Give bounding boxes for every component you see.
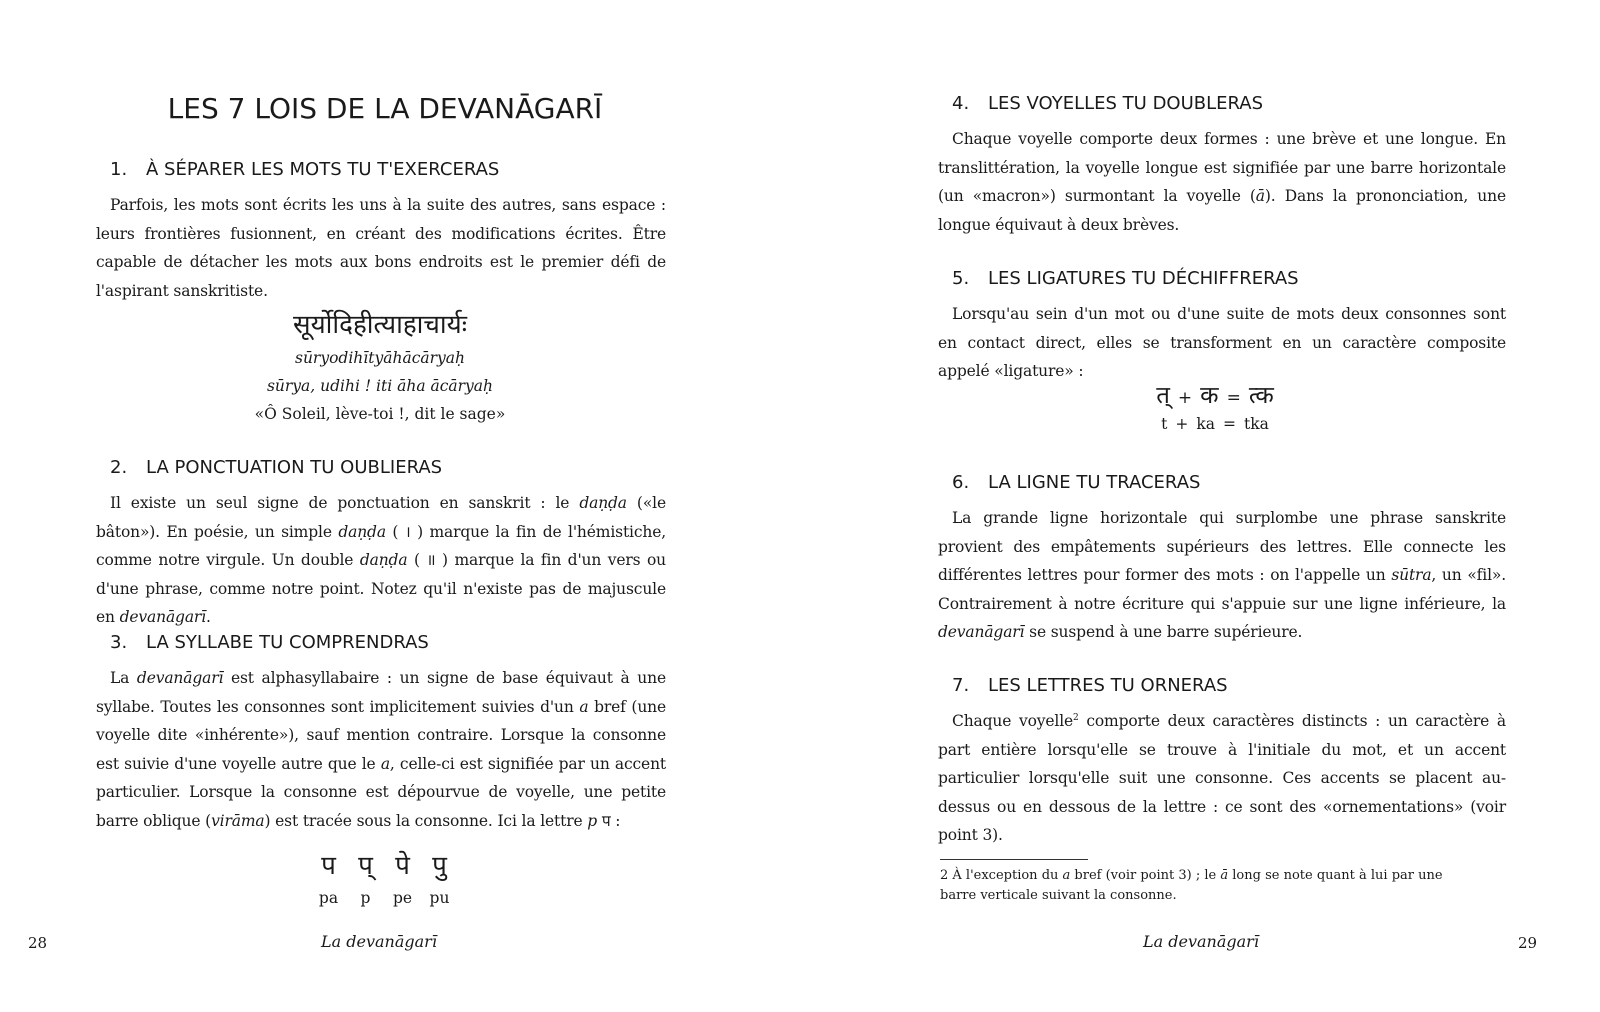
italic-term: a xyxy=(579,697,589,716)
text-run: La grande ligne horizontale qui surplombe une phrase sanskrite provient des empâtements supérieurs des lettres. Elle connecte les différentes lettres pour former des mots : on l'appelle un xyxy=(938,509,1506,584)
section-heading xyxy=(96,157,666,183)
section-paragraph: Parfois, les mots sont écrits les uns à la suite des autres, sans espace : leurs frontières fusionnent, en créant des modifications écrites. Être capable de détacher les mots aux bons endroits est le premier défi de l'aspirant sanskritiste. xyxy=(96,196,666,300)
translation: «Ô Soleil, lève-toi !, dit le sage» xyxy=(254,405,506,423)
text-run: 2 À l'exception du xyxy=(940,868,1063,883)
italic-term: p xyxy=(587,811,598,830)
plus-sign: + xyxy=(1175,415,1189,433)
text-run: . xyxy=(206,608,211,626)
text-run: , celle-ci est signifiée par un accent particulier. Lorsque la consonne est dépourvue de voyelle, une petite barre oblique ( xyxy=(96,754,666,830)
latin-glyph: tka xyxy=(1244,415,1269,433)
right-page xyxy=(810,0,1600,1012)
text-run: comporte deux caractères distincts : un caractère à part entière lorsqu'elle se trouve à l'initiale du mot, et un accent particulier lorsqu'elle suit une consonne. Ces accents se placent au-dessus ou en dessous de la lettre : ce sont des «ornementations» (voir point 3). xyxy=(938,712,1507,844)
italic-term: virāma xyxy=(211,811,265,830)
italic-term: a xyxy=(1062,868,1071,883)
devanagari-glyph: त् xyxy=(1156,381,1170,409)
running-footer: La devanāgarī xyxy=(1143,932,1259,951)
pa-example-table xyxy=(280,846,488,910)
ligature-example xyxy=(1090,378,1340,433)
section-title: LES LETTRES TU ORNERAS xyxy=(988,675,1228,696)
devanagari-sentence: सूर्योदिहीत्याहाचार्यः xyxy=(293,310,467,340)
page-number: 28 xyxy=(28,934,48,952)
section-7 xyxy=(938,673,1506,850)
chapter-title: LES 7 LOIS DE LA DEVANĀGARĪ xyxy=(167,92,603,125)
section-heading xyxy=(938,673,1506,699)
text-run: se suspend à une barre supérieure. xyxy=(1024,623,1303,641)
text-run: bref (une voyelle dite «inhérente»), sauf mention contraire. Lorsque la consonne est suivie d'une voyelle autre que le xyxy=(96,697,667,773)
page-number: 29 xyxy=(1518,934,1538,952)
latin-glyph: t xyxy=(1161,415,1168,433)
section-6 xyxy=(938,470,1506,647)
section-title: LA SYLLABE TU COMPRENDRAS xyxy=(146,632,429,653)
section-heading xyxy=(938,470,1506,496)
section-paragraph xyxy=(938,125,1506,239)
section-number: 5. xyxy=(952,268,970,289)
sandhi-example xyxy=(170,306,590,428)
section-paragraph xyxy=(938,504,1506,647)
section-heading xyxy=(96,455,666,481)
text-run: Chaque voyelle comporte deux formes : une brève et une longue. En translittération, la voyelle longue est signifiée par une barre horizontale (un «macron») surmontant la voyelle ( xyxy=(938,130,1506,205)
devanagari-cell: प xyxy=(321,851,336,881)
devanagari-cell: पु xyxy=(432,851,447,881)
latin-cell: pu xyxy=(429,889,450,907)
section-paragraph: Lorsqu'au sein d'un mot ou d'une suite de mots deux consonnes sont en contact direct, elles se transforment en un caractère composite appelé «ligature» : xyxy=(938,305,1506,380)
text-run: est alphasyllabaire : un signe de base équivaut à une syllabe. Toutes les consonnes sont implicitement suivies d'un xyxy=(96,669,666,716)
left-page xyxy=(0,0,790,1012)
section-title: LES LIGATURES TU DÉCHIFFRERAS xyxy=(988,268,1299,289)
text-run: Il existe un seul signe de ponctuation en sanskrit : le xyxy=(110,494,580,512)
plus-sign: + xyxy=(1177,388,1193,408)
devanagari-glyph: त्क xyxy=(1248,381,1274,409)
latin-glyph: ka xyxy=(1196,415,1215,433)
text-run: La xyxy=(110,669,137,687)
devanagari-glyph: क xyxy=(1200,381,1219,409)
text-run: ( ॥ ) marque la fin d'un vers ou d'une phrase, comme notre point. Notez qu'il n'existe pas de majuscule en xyxy=(96,551,666,626)
section-number: 3. xyxy=(110,632,128,653)
text-run: bref (voir point 3) ; le xyxy=(1070,868,1221,883)
section-paragraph xyxy=(96,489,666,632)
text-run: प : xyxy=(597,811,621,830)
italic-term: devanāgarī xyxy=(119,608,206,626)
italic-term: ā xyxy=(1255,187,1265,205)
italic-term: a xyxy=(380,754,390,773)
section-paragraph xyxy=(938,707,1506,850)
section-number: 7. xyxy=(952,675,970,696)
text-run: («le bâton»). En poésie, un simple xyxy=(96,494,666,541)
section-heading xyxy=(96,630,666,656)
footnote-marker[interactable]: 2 xyxy=(1073,712,1079,723)
transliteration-split: sūrya, udihi ! iti āha ācāryaḥ xyxy=(266,377,494,395)
section-heading xyxy=(938,266,1506,292)
section-5 xyxy=(938,266,1506,386)
text-run: long se note quant à lui par une barre verticale suivant la consonne. xyxy=(940,868,1443,903)
text-run: ). Dans la prononciation, une longue équivaut à deux brèves. xyxy=(938,187,1506,234)
devanagari-cell: प् xyxy=(358,851,373,881)
section-3 xyxy=(96,630,666,835)
devanagari-cell: पे xyxy=(395,851,410,881)
section-title: LA PONCTUATION TU OUBLIERAS xyxy=(146,457,443,478)
section-1 xyxy=(96,157,666,305)
italic-term: daṇḍa xyxy=(338,522,386,541)
italic-term: ā xyxy=(1220,868,1229,883)
section-4 xyxy=(938,91,1506,239)
running-footer: La devanāgarī xyxy=(321,932,437,951)
section-number: 4. xyxy=(952,93,970,114)
text-run: ) est tracée sous la consonne. Ici la lettre xyxy=(264,811,588,830)
text-run: Chaque voyelle xyxy=(952,712,1074,730)
section-heading xyxy=(938,91,1506,117)
section-title: À SÉPARER LES MOTS TU T'EXERCERAS xyxy=(146,159,500,180)
section-title: LES VOYELLES TU DOUBLERAS xyxy=(988,93,1264,114)
text-run: ( । ) marque la fin de l'hémistiche, comme notre virgule. Un double xyxy=(96,522,666,569)
latin-cell: p xyxy=(360,889,371,907)
equals-sign: = xyxy=(1223,415,1236,433)
italic-term: devanāgarī xyxy=(136,669,224,687)
section-title: LA LIGNE TU TRACERAS xyxy=(988,472,1201,493)
italic-term: sūtra xyxy=(1391,566,1432,584)
latin-cell: pe xyxy=(392,889,413,907)
equals-sign: = xyxy=(1226,388,1241,408)
transliteration-joined: sūryodihītyāhācāryaḥ xyxy=(294,349,465,367)
text-run: , un «fil». Contrairement à notre écriture qui s'appuie sur une ligne inférieure, la xyxy=(938,566,1506,613)
footnote-divider xyxy=(940,859,1088,860)
section-number: 2. xyxy=(110,457,128,478)
footnote xyxy=(940,866,1480,906)
italic-term: daṇḍa xyxy=(579,494,627,512)
italic-term: devanāgarī xyxy=(938,623,1025,641)
italic-term: daṇḍa xyxy=(359,551,408,569)
section-number: 6. xyxy=(952,472,970,493)
section-number: 1. xyxy=(110,159,128,180)
latin-cell: pa xyxy=(318,889,339,907)
section-2 xyxy=(96,455,666,632)
section-paragraph xyxy=(96,664,666,835)
